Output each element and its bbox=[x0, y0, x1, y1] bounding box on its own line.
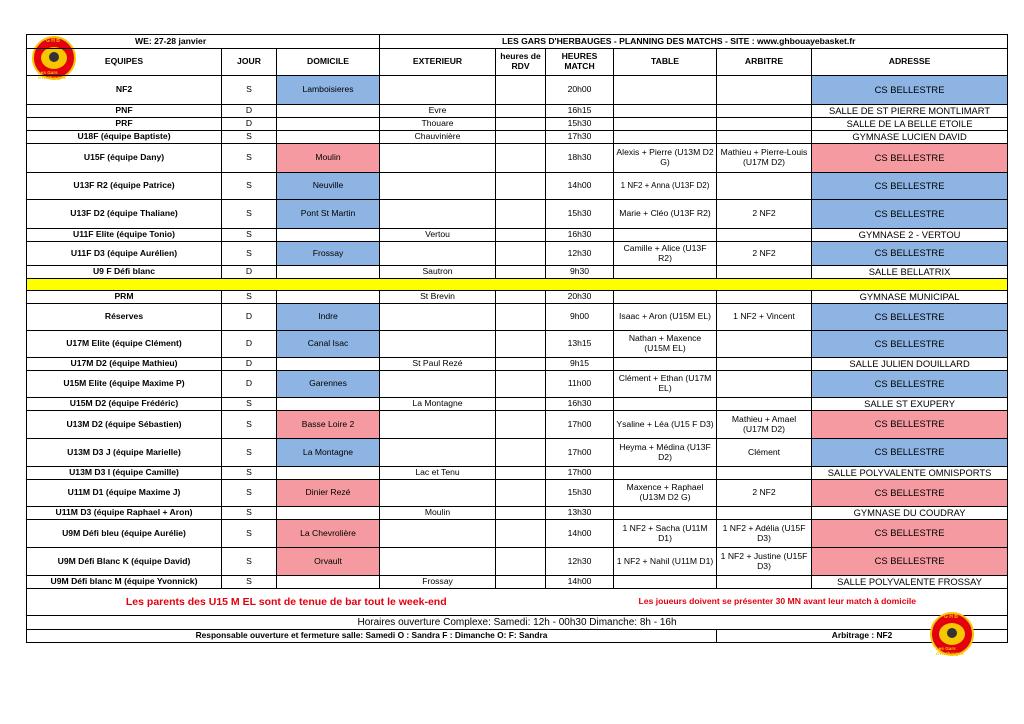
referees bbox=[717, 229, 812, 242]
rdv-time bbox=[496, 266, 546, 279]
table-row bbox=[27, 304, 1008, 331]
section-separator bbox=[27, 279, 1008, 291]
day-cell: D bbox=[222, 304, 277, 331]
home-venue: Neuville bbox=[277, 173, 380, 200]
away-venue: Moulin bbox=[380, 507, 496, 520]
referees bbox=[717, 371, 812, 398]
away-venue bbox=[380, 331, 496, 358]
referees bbox=[717, 266, 812, 279]
day-cell: D bbox=[222, 266, 277, 279]
away-venue: Chauvinière bbox=[380, 131, 496, 144]
match-time: 20h00 bbox=[546, 76, 614, 105]
team-name: U15M Elite (équipe Maxime P) bbox=[27, 371, 222, 398]
hours-row bbox=[27, 616, 1008, 630]
table-row bbox=[27, 229, 1008, 242]
day-cell: S bbox=[222, 229, 277, 242]
away-venue: Evre bbox=[380, 105, 496, 118]
home-venue bbox=[277, 576, 380, 589]
away-venue bbox=[380, 144, 496, 173]
address: CS BELLESTRE bbox=[812, 304, 1008, 331]
col-domicile: DOMICILE bbox=[277, 49, 380, 76]
day-cell: S bbox=[222, 480, 277, 507]
table-row bbox=[27, 331, 1008, 358]
day-cell: S bbox=[222, 131, 277, 144]
col-match-line2: MATCH bbox=[564, 61, 595, 71]
team-name: U11M D1 (équipe Maxime J) bbox=[27, 480, 222, 507]
table-row bbox=[27, 242, 1008, 266]
home-venue: La Chevrolière bbox=[277, 520, 380, 548]
referees: Mathieu + Pierre-Louis (U17M D2) bbox=[717, 144, 812, 173]
match-time: 20h30 bbox=[546, 291, 614, 304]
team-name: U9M Défi Blanc K (équipe David) bbox=[27, 548, 222, 576]
address: CS BELLESTRE bbox=[812, 520, 1008, 548]
day-cell: S bbox=[222, 242, 277, 266]
footer-row bbox=[27, 630, 1008, 643]
away-venue bbox=[380, 480, 496, 507]
team-name: U13F R2 (équipe Patrice) bbox=[27, 173, 222, 200]
match-time: 14h00 bbox=[546, 520, 614, 548]
team-name: U11F D3 (équipe Aurélien) bbox=[27, 242, 222, 266]
match-time: 16h30 bbox=[546, 398, 614, 411]
referees bbox=[717, 118, 812, 131]
table-row bbox=[27, 411, 1008, 439]
home-venue bbox=[277, 105, 380, 118]
away-venue: St Brevin bbox=[380, 291, 496, 304]
table-officials: Alexis + Pierre (U13M D2 G) bbox=[614, 144, 717, 173]
address: SALLE POLYVALENTE OMNISPORTS bbox=[812, 467, 1008, 480]
col-equipes: EQUIPES bbox=[27, 49, 222, 76]
table-row bbox=[27, 291, 1008, 304]
away-venue: Thouare bbox=[380, 118, 496, 131]
match-time: 18h30 bbox=[546, 144, 614, 173]
referees bbox=[717, 576, 812, 589]
date-cell: WE: 27-28 janvier bbox=[27, 35, 380, 49]
address: GYMNASE LUCIEN DAVID bbox=[812, 131, 1008, 144]
referees bbox=[717, 173, 812, 200]
home-venue bbox=[277, 467, 380, 480]
header-row-top bbox=[27, 35, 1008, 49]
day-cell: D bbox=[222, 105, 277, 118]
match-time: 12h30 bbox=[546, 242, 614, 266]
match-time: 13h15 bbox=[546, 331, 614, 358]
table-row bbox=[27, 467, 1008, 480]
team-name: NF2 bbox=[27, 76, 222, 105]
rdv-time bbox=[496, 480, 546, 507]
match-time: 9h00 bbox=[546, 304, 614, 331]
rdv-time bbox=[496, 131, 546, 144]
table-row bbox=[27, 358, 1008, 371]
table-officials: Clément + Ethan (U17M EL) bbox=[614, 371, 717, 398]
match-time: 9h30 bbox=[546, 266, 614, 279]
home-venue: Indre bbox=[277, 304, 380, 331]
referees: Clément bbox=[717, 439, 812, 467]
team-name: U18F (équipe Baptiste) bbox=[27, 131, 222, 144]
col-rdv-line1: heures de bbox=[500, 51, 541, 62]
team-name: U9 F Défi blanc bbox=[27, 266, 222, 279]
away-venue bbox=[380, 371, 496, 398]
address: CS BELLESTRE bbox=[812, 439, 1008, 467]
referees bbox=[717, 131, 812, 144]
table-officials bbox=[614, 229, 717, 242]
rdv-time bbox=[496, 304, 546, 331]
match-time: 15h30 bbox=[546, 480, 614, 507]
table-officials bbox=[614, 105, 717, 118]
team-name: U13M D3 I (équipe Camille) bbox=[27, 467, 222, 480]
rdv-time bbox=[496, 467, 546, 480]
referees bbox=[717, 105, 812, 118]
rdv-time bbox=[496, 144, 546, 173]
match-time: 15h30 bbox=[546, 200, 614, 229]
day-cell: D bbox=[222, 118, 277, 131]
arbitrage-note: Arbitrage : NF2 bbox=[717, 630, 1008, 643]
address: CS BELLESTRE bbox=[812, 144, 1008, 173]
col-rdv-line2: RDV bbox=[511, 61, 530, 71]
rdv-time bbox=[496, 331, 546, 358]
match-time: 17h00 bbox=[546, 439, 614, 467]
home-venue bbox=[277, 118, 380, 131]
away-venue bbox=[380, 520, 496, 548]
rdv-time bbox=[496, 507, 546, 520]
table-row bbox=[27, 131, 1008, 144]
away-venue: St Paul Rezé bbox=[380, 358, 496, 371]
table-row bbox=[27, 266, 1008, 279]
day-cell: S bbox=[222, 467, 277, 480]
referees: 2 NF2 bbox=[717, 480, 812, 507]
schedule-table bbox=[26, 34, 1008, 643]
bee-icon bbox=[945, 626, 959, 640]
away-venue: Lac et Tenu bbox=[380, 467, 496, 480]
day-cell: S bbox=[222, 144, 277, 173]
col-rdv bbox=[496, 49, 546, 76]
day-cell: S bbox=[222, 200, 277, 229]
table-officials bbox=[614, 507, 717, 520]
table-row bbox=[27, 76, 1008, 105]
table-officials: Isaac + Aron (U15M EL) bbox=[614, 304, 717, 331]
address: GYMNASE DU COUDRAY bbox=[812, 507, 1008, 520]
team-name: PNF bbox=[27, 105, 222, 118]
rdv-time bbox=[496, 358, 546, 371]
table-row bbox=[27, 105, 1008, 118]
away-venue bbox=[380, 242, 496, 266]
address: GYMNASE MUNICIPAL bbox=[812, 291, 1008, 304]
day-cell: S bbox=[222, 291, 277, 304]
address: CS BELLESTRE bbox=[812, 548, 1008, 576]
table-officials: Maxence + Raphael (U13M D2 G) bbox=[614, 480, 717, 507]
away-venue: Frossay bbox=[380, 576, 496, 589]
referees bbox=[717, 507, 812, 520]
col-jour: JOUR bbox=[222, 49, 277, 76]
table-row bbox=[27, 520, 1008, 548]
rdv-time bbox=[496, 411, 546, 439]
away-venue bbox=[380, 173, 496, 200]
rdv-time bbox=[496, 520, 546, 548]
away-venue bbox=[380, 76, 496, 105]
team-name: Réserves bbox=[27, 304, 222, 331]
home-venue bbox=[277, 266, 380, 279]
address: GYMNASE 2 - VERTOU bbox=[812, 229, 1008, 242]
home-venue: Canal Isac bbox=[277, 331, 380, 358]
table-officials bbox=[614, 291, 717, 304]
col-adresse: ADRESSE bbox=[812, 49, 1008, 76]
opening-hours: Horaires ouverture Complexe: Samedi: 12h - 00h30 Dimanche: 8h - 16h bbox=[27, 616, 1008, 630]
table-row bbox=[27, 480, 1008, 507]
table-officials bbox=[614, 467, 717, 480]
col-match-line1: HEURES bbox=[561, 51, 598, 62]
table-officials: Camille + Alice (U13F R2) bbox=[614, 242, 717, 266]
day-cell: D bbox=[222, 358, 277, 371]
referees bbox=[717, 291, 812, 304]
address: SALLE BELLATRIX bbox=[812, 266, 1008, 279]
team-name: PRF bbox=[27, 118, 222, 131]
rdv-time bbox=[496, 173, 546, 200]
home-venue bbox=[277, 131, 380, 144]
team-name: U11F Elite (équipe Tonio) bbox=[27, 229, 222, 242]
home-venue bbox=[277, 291, 380, 304]
rdv-time bbox=[496, 439, 546, 467]
day-cell: S bbox=[222, 548, 277, 576]
match-time: 13h30 bbox=[546, 507, 614, 520]
address: CS BELLESTRE bbox=[812, 173, 1008, 200]
match-time: 17h30 bbox=[546, 131, 614, 144]
referees: 2 NF2 bbox=[717, 242, 812, 266]
team-name: U15F (équipe Dany) bbox=[27, 144, 222, 173]
rdv-time bbox=[496, 548, 546, 576]
table-officials bbox=[614, 76, 717, 105]
day-cell: S bbox=[222, 520, 277, 548]
table-row bbox=[27, 173, 1008, 200]
table-row bbox=[27, 144, 1008, 173]
table-officials bbox=[614, 266, 717, 279]
match-time: 14h00 bbox=[546, 576, 614, 589]
team-name: U15M D2 (équipe Frédéric) bbox=[27, 398, 222, 411]
logo-bottom-text: Les Gars d'Herbauges bbox=[936, 646, 964, 656]
away-venue: La Montagne bbox=[380, 398, 496, 411]
home-venue: Orvault bbox=[277, 548, 380, 576]
away-venue: Sautron bbox=[380, 266, 496, 279]
home-venue: Moulin bbox=[277, 144, 380, 173]
col-table: TABLE bbox=[614, 49, 717, 76]
table-officials bbox=[614, 398, 717, 411]
team-name: U17M Elite (équipe Clément) bbox=[27, 331, 222, 358]
referees bbox=[717, 467, 812, 480]
table-row bbox=[27, 118, 1008, 131]
home-venue bbox=[277, 358, 380, 371]
rdv-time bbox=[496, 229, 546, 242]
day-cell: S bbox=[222, 76, 277, 105]
address: CS BELLESTRE bbox=[812, 331, 1008, 358]
table-officials: 1 NF2 + Sacha (U11M D1) bbox=[614, 520, 717, 548]
referees bbox=[717, 76, 812, 105]
day-cell: D bbox=[222, 331, 277, 358]
table-row bbox=[27, 507, 1008, 520]
logo-top-text: G H B bbox=[46, 38, 60, 44]
table-officials bbox=[614, 131, 717, 144]
referees: 1 NF2 + Adélia (U15F D3) bbox=[717, 520, 812, 548]
team-name: U17M D2 (équipe Mathieu) bbox=[27, 358, 222, 371]
home-venue: Garennes bbox=[277, 371, 380, 398]
home-venue: Lamboisieres bbox=[277, 76, 380, 105]
table-row bbox=[27, 398, 1008, 411]
table-officials: Ysaline + Léa (U15 F D3) bbox=[614, 411, 717, 439]
day-cell: S bbox=[222, 576, 277, 589]
team-name: U9M Défi blanc M (équipe Yvonnick) bbox=[27, 576, 222, 589]
referees: 1 NF2 + Justine (U15F D3) bbox=[717, 548, 812, 576]
away-venue bbox=[380, 411, 496, 439]
day-cell: S bbox=[222, 507, 277, 520]
table-row bbox=[27, 439, 1008, 467]
match-time: 17h00 bbox=[546, 467, 614, 480]
referees: 1 NF2 + Vincent bbox=[717, 304, 812, 331]
table-officials: Heyma + Médina (U13F D2) bbox=[614, 439, 717, 467]
table-row bbox=[27, 548, 1008, 576]
away-venue bbox=[380, 200, 496, 229]
home-venue: Pont St Martin bbox=[277, 200, 380, 229]
table-officials bbox=[614, 358, 717, 371]
away-venue bbox=[380, 304, 496, 331]
rdv-time bbox=[496, 291, 546, 304]
table-officials: 1 NF2 + Anna (U13F D2) bbox=[614, 173, 717, 200]
rdv-time bbox=[496, 576, 546, 589]
address: CS BELLESTRE bbox=[812, 411, 1008, 439]
team-name: U13M D3 J (équipe Marielle) bbox=[27, 439, 222, 467]
day-cell: S bbox=[222, 411, 277, 439]
table-officials bbox=[614, 118, 717, 131]
home-venue bbox=[277, 229, 380, 242]
day-cell: S bbox=[222, 173, 277, 200]
address: SALLE ST EXUPERY bbox=[812, 398, 1008, 411]
table-row bbox=[27, 371, 1008, 398]
table-officials: Nathan + Maxence (U15M EL) bbox=[614, 331, 717, 358]
table-officials: Marie + Cléo (U13F R2) bbox=[614, 200, 717, 229]
logo-bottom-text: Les Gars d'Herbauges bbox=[38, 70, 66, 80]
address: SALLE JULIEN DOUILLARD bbox=[812, 358, 1008, 371]
col-heures-match bbox=[546, 49, 614, 76]
home-venue: Basse Loire 2 bbox=[277, 411, 380, 439]
rdv-time bbox=[496, 200, 546, 229]
rdv-time bbox=[496, 76, 546, 105]
team-name: U13M D2 (équipe Sébastien) bbox=[27, 411, 222, 439]
away-venue bbox=[380, 548, 496, 576]
address: SALLE POLYVALENTE FROSSAY bbox=[812, 576, 1008, 589]
players-note: Les joueurs doivent se présenter 30 MN avant leur match à domicile bbox=[546, 589, 1008, 616]
address: SALLE DE LA BELLE ETOILE bbox=[812, 118, 1008, 131]
match-time: 15h30 bbox=[546, 118, 614, 131]
referees bbox=[717, 358, 812, 371]
responsible-note: Responsable ouverture et fermeture salle: Samedi O : Sandra F : Dimanche O: F: Sandra bbox=[27, 630, 717, 643]
parents-note: Les parents des U15 M EL sont de tenue de bar tout le week-end bbox=[27, 589, 546, 616]
rdv-time bbox=[496, 242, 546, 266]
referees bbox=[717, 331, 812, 358]
address: CS BELLESTRE bbox=[812, 242, 1008, 266]
referees: 2 NF2 bbox=[717, 200, 812, 229]
col-exterieur: EXTERIEUR bbox=[380, 49, 496, 76]
address: CS BELLESTRE bbox=[812, 480, 1008, 507]
planning-title: LES GARS D'HERBAUGES - PLANNING DES MATCHS - SITE : www.ghbouayebasket.fr bbox=[380, 35, 1008, 49]
home-venue: Dinier Rezé bbox=[277, 480, 380, 507]
match-time: 17h00 bbox=[546, 411, 614, 439]
table-row bbox=[27, 200, 1008, 229]
address: SALLE DE ST PIERRE MONTLIMART bbox=[812, 105, 1008, 118]
rdv-time bbox=[496, 105, 546, 118]
referees: Mathieu + Amael (U17M D2) bbox=[717, 411, 812, 439]
club-logo-bottom bbox=[930, 612, 974, 656]
rdv-time bbox=[496, 118, 546, 131]
away-venue: Vertou bbox=[380, 229, 496, 242]
address: CS BELLESTRE bbox=[812, 76, 1008, 105]
notes-row bbox=[27, 589, 1008, 616]
col-arbitre: ARBITRE bbox=[717, 49, 812, 76]
home-venue: La Montagne bbox=[277, 439, 380, 467]
address: CS BELLESTRE bbox=[812, 371, 1008, 398]
separator-cell bbox=[27, 279, 1008, 291]
logo-top-text: G H B bbox=[944, 614, 958, 620]
home-venue bbox=[277, 398, 380, 411]
table-officials bbox=[614, 576, 717, 589]
home-venue: Frossay bbox=[277, 242, 380, 266]
match-time: 9h15 bbox=[546, 358, 614, 371]
table-officials: 1 NF2 + Nahil (U11M D1) bbox=[614, 548, 717, 576]
team-name: U13F D2 (équipe Thaliane) bbox=[27, 200, 222, 229]
match-time: 12h30 bbox=[546, 548, 614, 576]
rdv-time bbox=[496, 371, 546, 398]
day-cell: S bbox=[222, 439, 277, 467]
match-time: 16h15 bbox=[546, 105, 614, 118]
match-time: 16h30 bbox=[546, 229, 614, 242]
team-name: U11M D3 (équipe Raphael + Aron) bbox=[27, 507, 222, 520]
table-row bbox=[27, 576, 1008, 589]
day-cell: D bbox=[222, 371, 277, 398]
home-venue bbox=[277, 507, 380, 520]
match-time: 11h00 bbox=[546, 371, 614, 398]
team-name: U9M Défi bleu (équipe Aurélie) bbox=[27, 520, 222, 548]
column-header-row bbox=[27, 49, 1008, 76]
rdv-time bbox=[496, 398, 546, 411]
away-venue bbox=[380, 439, 496, 467]
day-cell: S bbox=[222, 398, 277, 411]
match-time: 14h00 bbox=[546, 173, 614, 200]
referees bbox=[717, 398, 812, 411]
team-name: PRM bbox=[27, 291, 222, 304]
address: CS BELLESTRE bbox=[812, 200, 1008, 229]
